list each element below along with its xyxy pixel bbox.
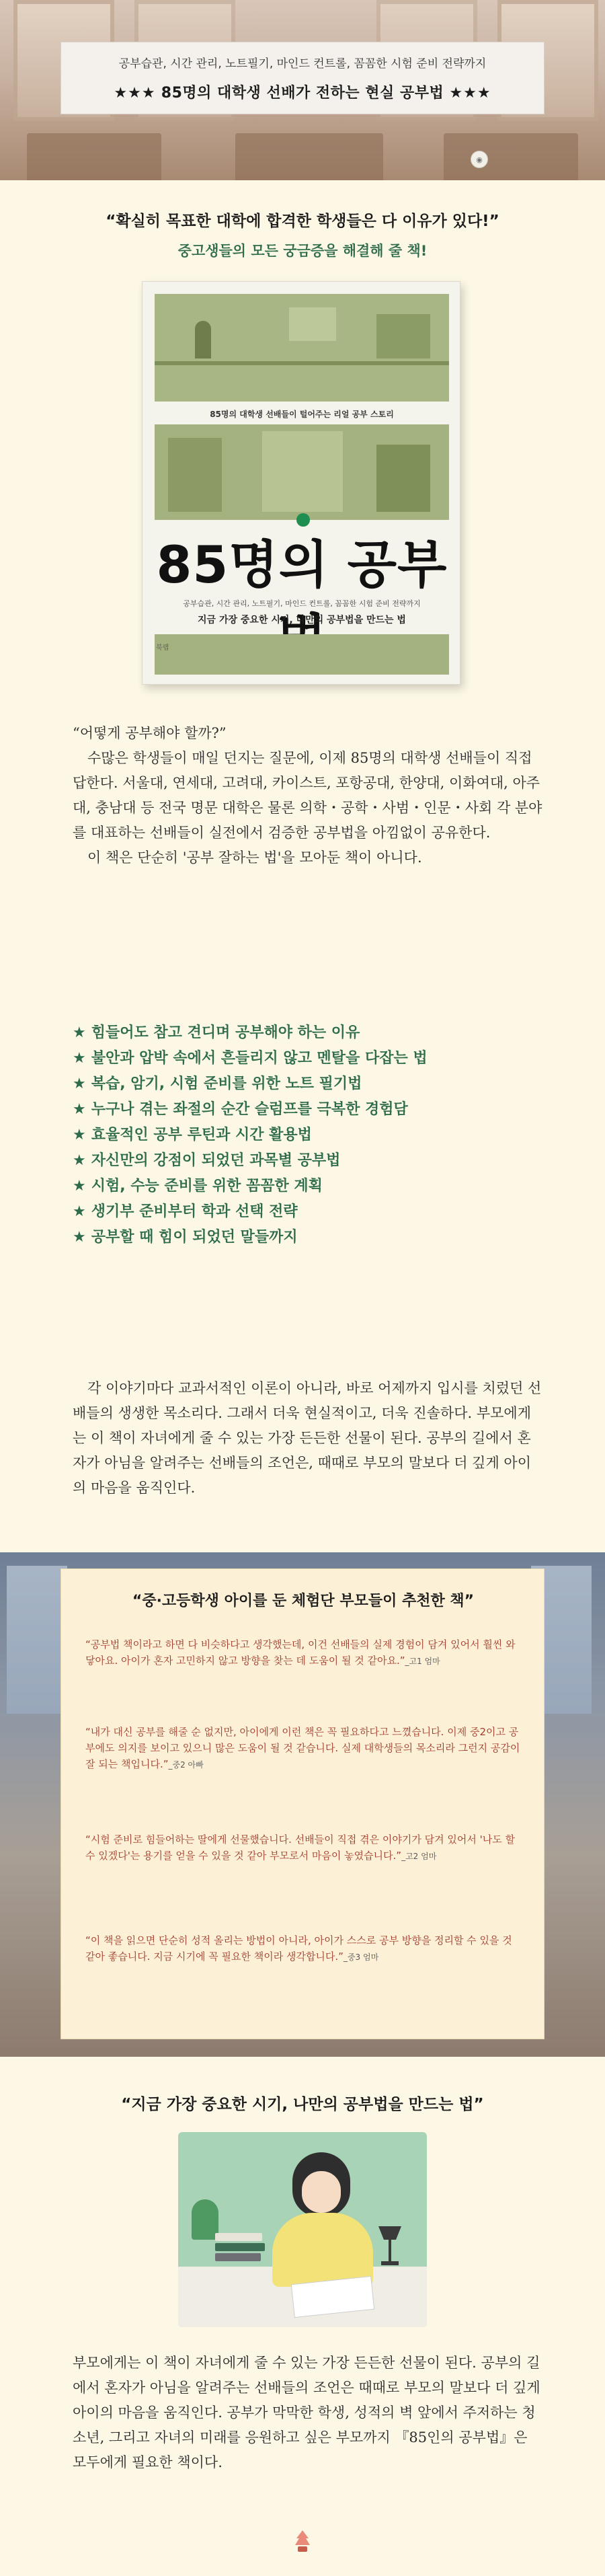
testimonial-author: _고2 엄마 — [401, 1852, 437, 1861]
star-icon: ★ — [73, 1050, 86, 1067]
book-tagline: 지금 가장 중요한 시기, 나만의 공부법을 만드는 법 — [198, 615, 406, 626]
cover-illustration-mid — [155, 424, 449, 520]
star-icon: ★ — [73, 1101, 86, 1118]
book-badge-icon: ◉ — [471, 151, 488, 168]
cover-illustration-top — [155, 294, 449, 402]
testimonial-quote: “내가 대신 공부를 해줄 순 없지만, 아이에게 이런 책은 꼭 필요하다고 느꼈습니다. 이제 중2이고 공부에도 의지를 보이고 있으니 많은 도움이 될 것 같습니다. 실제 대학생들의 목소리라 그런지 공감이 잘 되는 책입니다.”_중2 아빠 — [85, 1726, 520, 1770]
hero-title — [114, 81, 491, 102]
book-subtitle: 공부습관, 시간 관리, 노트필기, 마인드 컨트롤, 꼼꼼한 시험 준비 전략까지 — [183, 599, 421, 608]
story-paragraph: 각 이야기마다 교과서적인 이론이 아니라, 바로 어제까지 입시를 치렀던 선배들의 생생한 목소리다. 그래서 더욱 현실적이고, 더욱 진솔하다. 부모에게는 이 책이 자녀에게 줄 수 있는 가장 든든한 선물이 된다. 공부의 길에서 혼자가 아님을 알려주는 선배들의 조언은, 때때로 부모의 말보다 더 깊게 아이의 마음을 움직인다. — [73, 1380, 542, 1496]
feature-item: ★ 복습, 암기, 시험 준비를 위한 노트 필기법 — [73, 1075, 362, 1092]
plant-icon — [192, 2199, 218, 2240]
headline-solution: 중고생들의 모든 궁금증을 해결해 줄 책! — [177, 243, 428, 259]
books-icon — [215, 2233, 266, 2267]
star-icon: ★ — [73, 1203, 86, 1220]
star-icon: ★ — [73, 1178, 86, 1195]
testimonial-heading: “중·고등학생 아이를 둔 체험단 부모들이 추천한 책” — [132, 1593, 475, 1609]
publisher-logo-icon — [294, 2529, 311, 2553]
feature-item: ★ 불안과 압박 속에서 흔들리지 않고 멘탈을 다잡는 법 — [73, 1050, 428, 1067]
star-icon: ★ — [73, 1024, 86, 1041]
feature-item: ★ 생기부 준비부터 학과 선택 전략 — [73, 1203, 298, 1220]
classroom-desk — [235, 133, 383, 180]
star-icon: ★ — [73, 1075, 86, 1092]
feature-item: ★ 누구나 겪는 좌절의 순간 슬럼프를 극복한 경험담 — [73, 1101, 408, 1118]
star-icon: ★ — [73, 1229, 86, 1246]
intro-paragraph: 이 책은 단순히 '공부 잘하는 법'을 모아둔 책이 아니다. — [87, 849, 422, 866]
book-publisher: 북랩 — [156, 644, 169, 652]
feature-item: ★ 시험, 수능 준비를 위한 꼼꼼한 계획 — [73, 1178, 323, 1195]
testimonial-author: _중2 아빠 — [168, 1760, 204, 1770]
book-title: 85명의 공부 — [156, 535, 448, 595]
classroom-desk — [444, 133, 578, 180]
classroom-desk — [27, 133, 161, 180]
feature-item: ★ 공부할 때 힘이 되었던 말들까지 — [73, 1229, 298, 1246]
cover-band-text: 85명의 대학생 선배들이 털어주는 리얼 공부 스토리 — [210, 409, 394, 419]
cover-illustration-bottom — [155, 634, 449, 675]
section2-heading: “지금 가장 중요한 시기, 나만의 공부법을 만드는 법” — [121, 2096, 484, 2113]
feature-item: ★ 힘들어도 참고 견디며 공부해야 하는 이유 — [73, 1024, 360, 1041]
feature-list — [73, 1020, 543, 1250]
intro-paragraph: 수많은 학생들이 매일 던지는 질문에, 이제 85명의 대학생 선배들이 직접 답한다. 서울대, 연세대, 고려대, 카이스트, 포항공대, 한양대, 이화여대, 아주대, 충남대 등 전국 명문 대학은 물론 의학・공학・사범・인문・사회 각 분야를 대표하는 선배들이 실전에서 검증한 공부법을 아낌없이 공유한다. — [73, 750, 542, 841]
headline-question: “확실히 목표한 대학에 합격한 학생들은 다 이유가 있다!” — [106, 213, 499, 230]
testimonial-quote: “시험 준비로 힘들어하는 딸에게 선물했습니다. 선배들이 직접 겪은 이야기가 담겨 있어서 '나도 할 수 있겠다'는 용기를 얻을 수 있을 것 같아 부모로서 마음이 놓였습니다.”_고2 엄마 — [85, 1833, 515, 1862]
testimonial-quote: “이 책을 읽으면 단순히 성적 올리는 방법이 아니라, 아이가 스스로 공부 방향을 정리할 수 있을 것 같아 좋습니다. 지금 시기에 꼭 필요한 책이라 생각합니다.”_중3 엄마 — [85, 1934, 512, 1963]
feature-item: ★ 자신만의 강점이 되었던 과목별 공부법 — [73, 1152, 341, 1169]
testimonial-author: _중3 엄마 — [343, 1953, 379, 1962]
closing-paragraph: 부모에게는 이 책이 자녀에게 줄 수 있는 가장 든든한 선물이 된다. 공부의 길에서 혼자가 아님을 알려주는 선배들의 조언은 때때로 부모의 말보다 더 깊게 아이의 마음을 움직인다. 공부가 막막한 학생, 성적의 벽 앞에서 주저하는 청소년, 그리고 자녀의 미래를 응원하고 싶은 부모까지 『85인의 공부법』은 모두에게 필요한 책이다. — [73, 2355, 540, 2470]
stars-right: ★★★ — [449, 85, 491, 102]
cover-band — [155, 406, 449, 422]
star-icon: ★ — [73, 1127, 86, 1143]
intro-text — [73, 721, 543, 870]
hero-title-box — [61, 42, 544, 114]
student-body — [272, 2213, 373, 2287]
hero-title-text: 85명의 대학생 선배가 전하는 현실 공부법 — [161, 85, 444, 102]
star-icon: ★ — [73, 1152, 86, 1169]
testimonial-card — [61, 1568, 544, 2039]
lamp-icon — [373, 2220, 407, 2267]
student-studying-illustration — [178, 2132, 427, 2327]
stars-left: ★★★ — [114, 85, 156, 102]
headline — [0, 209, 605, 260]
hero-subtitle: 공부습관, 시간 관리, 노트필기, 마인드 컨트롤, 꼼꼼한 시험 준비 전략까지 — [118, 57, 487, 71]
feature-item: ★ 효율적인 공부 루틴과 시간 활용법 — [73, 1127, 312, 1143]
student-face — [302, 2171, 341, 2213]
testimonial-author: _고1 엄마 — [405, 1657, 440, 1666]
hero-banner — [0, 0, 605, 180]
testimonial-quote: “공부법 책이라고 하면 다 비슷하다고 생각했는데, 이건 선배들의 실제 경험이 담겨 있어서 훨씬 와닿아요. 아이가 혼자 고민하지 않고 방향을 찾는 데 도움이 될 것 같아요.”_고1 엄마 — [85, 1638, 516, 1667]
intro-question: “어떻게 공부해야 할까?” — [73, 725, 227, 741]
book-cover — [142, 281, 460, 685]
